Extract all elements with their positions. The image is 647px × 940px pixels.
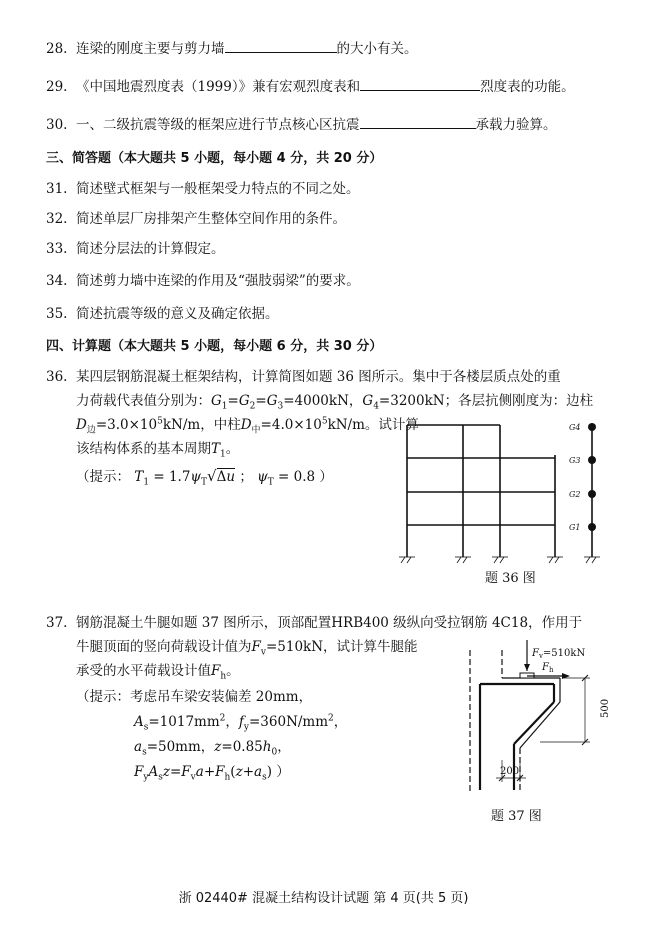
section-3-heading: 三、简答题（本大题共 5 小题，每小题 4 分，共 20 分） bbox=[46, 151, 383, 166]
answer-blank[interactable] bbox=[360, 76, 480, 91]
figure-36-frame-diagram bbox=[395, 415, 615, 575]
question-36-line-2: 力荷载代表值分别为：$G_1=G_2=G_3=4000kN$，$G_4=3200kN$；各层抗侧刚度为：边柱 bbox=[76, 393, 594, 412]
mass-point-g4 bbox=[588, 423, 596, 431]
question-29: 29. 《中国地震烈度表（1999）》兼有宏观烈度表和 烈度表的功能。 bbox=[46, 76, 575, 98]
question-35: 35. 简述抗震等级的意义及确定依据。 bbox=[46, 306, 279, 322]
question-33: 33. 简述分层法的计算假定。 bbox=[46, 241, 225, 257]
figure-37-caption: 题 37 图 bbox=[491, 809, 542, 824]
label-g2: G2 bbox=[569, 490, 581, 499]
question-37-hint-3: $a_s=50mm$，$z=0.85h_0$， bbox=[134, 739, 291, 758]
question-34: 34. 简述剪力墙中连梁的作用及“强肢弱梁”的要求。 bbox=[46, 273, 360, 289]
question-30: 30. 一、二级抗震等级的框架应进行节点核心区抗震 承载力验算。 bbox=[46, 114, 557, 136]
answer-blank[interactable] bbox=[225, 38, 337, 53]
page-footer: 浙 02440# 混凝土结构设计试题 第 4 页(共 5 页) bbox=[178, 891, 469, 906]
dimension-500: 500 bbox=[600, 698, 611, 718]
question-37-hint-4: $F_yA_sz=F_va+F_h(z+a_s)$ ） bbox=[134, 764, 290, 783]
figure-37-corbel-diagram bbox=[440, 640, 630, 800]
question-37-line-1: 37. 钢筋混凝土牛腿如题 37 图所示，顶部配置HRB400 级纵向受拉钢筋 4C18，作用于 bbox=[46, 615, 583, 631]
label-g1: G1 bbox=[569, 523, 581, 532]
question-31: 31. 简述壁式框架与一般框架受力特点的不同之处。 bbox=[46, 181, 360, 197]
question-36-line-4: 该结构体系的基本周期$T_1$。 bbox=[76, 441, 240, 460]
mass-point-g1 bbox=[588, 523, 596, 531]
question-36-hint: （提示： $T_1 = 1.7\psi_T√\Delta u$ ； $\psi_T = 0.8$ ） bbox=[76, 467, 333, 488]
question-32: 32. 简述单层厂房排架产生整体空间作用的条件。 bbox=[46, 211, 346, 227]
answer-blank[interactable] bbox=[360, 114, 476, 129]
label-g4: G4 bbox=[569, 423, 581, 432]
mass-point-g3 bbox=[588, 456, 596, 464]
question-37-hint-1: （提示：考虑吊车梁安装偏差 20mm， bbox=[76, 689, 313, 705]
question-36-line-1: 36. 某四层钢筋混凝土框架结构，计算简图如题 36 图所示。集中于各楼层质点处的重 bbox=[46, 369, 561, 385]
label-g3: G3 bbox=[569, 456, 581, 465]
question-36-line-3: $D_边=3.0\times 10^5kN/m$，中柱$D_中=4.0\times 10^5kN/m$。试计算 bbox=[76, 416, 419, 436]
section-4-heading: 四、计算题（本大题共 5 小题，每小题 6 分，共 30 分） bbox=[46, 339, 383, 354]
question-28: 28. 连梁的刚度主要与剪力墙 的大小有关。 bbox=[46, 38, 418, 60]
mass-point-g2 bbox=[588, 490, 596, 498]
label-fh: $F_h$ bbox=[542, 662, 554, 674]
question-37-hint-2: $A_s=1017mm^2$，$f_y=360N/mm^2$， bbox=[134, 713, 348, 733]
label-fv: $F_v=510kN$ bbox=[532, 648, 586, 660]
question-37-line-3: 承受的水平荷载设计值$F_h$。 bbox=[76, 663, 240, 682]
question-37-line-2: 牛腿顶面的竖向荷载设计值为$F_v=510kN$，试计算牛腿能 bbox=[76, 639, 418, 658]
figure-36-caption: 题 36 图 bbox=[485, 571, 536, 586]
dimension-200: 200 bbox=[500, 766, 520, 777]
